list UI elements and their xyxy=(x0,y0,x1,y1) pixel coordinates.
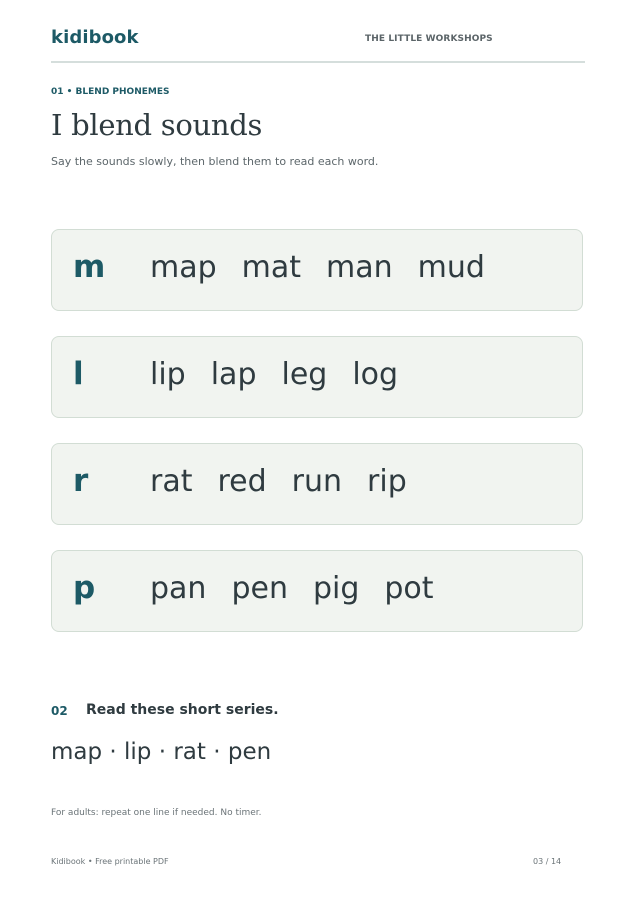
word-list xyxy=(150,250,485,285)
reading-series: map · lip · rat · pen xyxy=(51,739,272,765)
section-number: 02 xyxy=(51,704,68,718)
word: mat xyxy=(241,250,302,285)
phoneme-letter: r xyxy=(73,463,89,499)
phoneme-letter: m xyxy=(73,249,106,285)
word: log xyxy=(352,357,399,392)
footer-text: Kidibook • Free printable PDF xyxy=(51,857,169,866)
word: pig xyxy=(312,571,360,606)
word: lap xyxy=(210,357,257,392)
instruction-text: Say the sounds slowly, then blend them to read each word. xyxy=(51,155,379,168)
word: rat xyxy=(150,464,193,499)
phoneme-card-m xyxy=(51,229,583,311)
phoneme-letter: l xyxy=(73,356,84,392)
phoneme-card-l xyxy=(51,336,583,418)
series-title: THE LITTLE WORKSHOPS xyxy=(365,34,493,44)
word: red xyxy=(217,464,267,499)
word: mud xyxy=(417,250,485,285)
word-list xyxy=(150,571,434,606)
word: rip xyxy=(367,464,407,499)
phoneme-letter: p xyxy=(73,570,96,606)
page-header xyxy=(51,27,585,63)
word: pen xyxy=(231,571,288,606)
page-title: I blend sounds xyxy=(51,108,263,142)
word: pot xyxy=(384,571,434,606)
phoneme-card-r xyxy=(51,443,583,525)
word: leg xyxy=(281,357,328,392)
section-title: Read these short series. xyxy=(86,702,279,718)
phoneme-card-p xyxy=(51,550,583,632)
word: map xyxy=(150,250,217,285)
word: pan xyxy=(150,571,207,606)
word: run xyxy=(291,464,343,499)
word: lip xyxy=(150,357,186,392)
word-list xyxy=(150,357,398,392)
section-label: 01 • BLEND PHONEMES xyxy=(51,87,170,97)
word-list xyxy=(150,464,407,499)
page-number: 03 / 14 xyxy=(533,857,562,866)
word: man xyxy=(326,250,393,285)
brand-logo: kidibook xyxy=(51,27,139,48)
adult-note: For adults: repeat one line if needed. No timer. xyxy=(51,808,262,818)
